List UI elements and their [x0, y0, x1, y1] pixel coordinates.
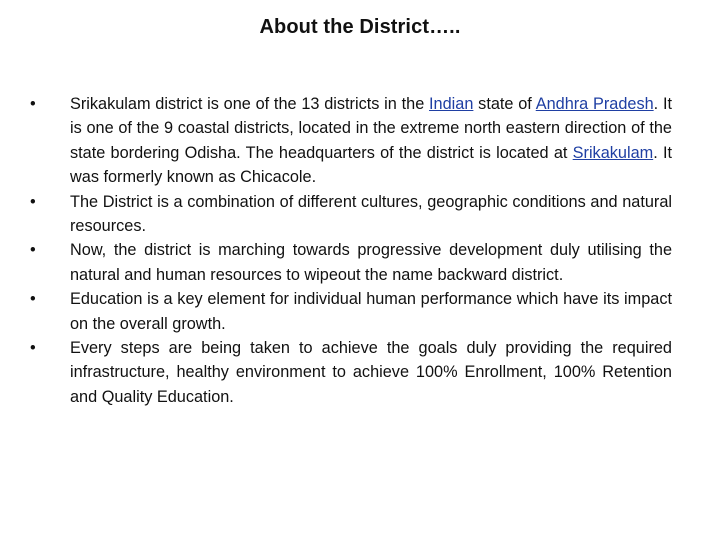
- list-item: [30, 336, 672, 409]
- page-title: About the District…..: [259, 16, 461, 38]
- bullet-text: state of: [473, 95, 536, 113]
- bullet-text: . It was formerly known as Chicacole.: [70, 143, 672, 187]
- link-andhra-pradesh[interactable]: Andhra Pradesh: [535, 95, 654, 113]
- bullet-text: Srikakulam district is one of the 13 districts in the: [70, 95, 430, 113]
- bullet-icon: •: [30, 192, 36, 211]
- bullet-text: . It is one of the 9 coastal districts, located in the extreme north eastern direction of the state bordering Odisha. The headquarters of the district is located at: [70, 95, 672, 162]
- list-item: [30, 287, 672, 336]
- link-indian[interactable]: Indian: [429, 95, 474, 113]
- bullet-icon: •: [30, 95, 36, 113]
- bullet-text: The District is a combination of different cultures, geographic conditions and natural resources.: [70, 192, 672, 236]
- bullet-text: Every steps are being taken to achieve the goals duly providing the required infrastructure, healthy environment to achieve 100% Enrollment, 100% Retention and Quality Education.: [70, 339, 672, 406]
- list-item: [30, 238, 672, 287]
- list-item: [30, 92, 672, 190]
- bullet-icon: •: [30, 290, 36, 309]
- bullet-list: [30, 92, 672, 409]
- bullet-icon: •: [30, 241, 36, 260]
- bullet-text: Education is a key element for individual human performance which have its impact on the overall growth.: [70, 290, 672, 333]
- list-item: [30, 190, 672, 239]
- bullet-icon: •: [30, 339, 36, 358]
- bullet-text: Now, the district is marching towards progressive development duly utilising the natural and human resources to wipeout the name backward district.: [70, 241, 672, 284]
- link-srikakulam[interactable]: Srikakulam: [572, 143, 654, 162]
